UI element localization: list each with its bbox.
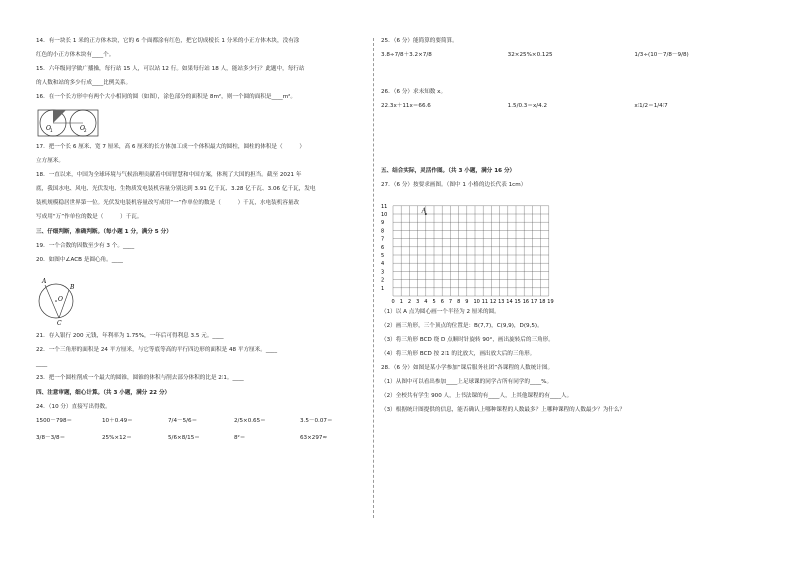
calc-item: 5/6×8/15＝ <box>168 434 200 441</box>
q27-step1: （1）以 A 点为圆心画一个半径为 2 厘米的圆。 <box>381 308 500 315</box>
y-tick-label: 8 <box>381 228 385 235</box>
q15-line1: 15．六年级同学做广播操，每行站 15 人，可以站 12 行。如果每行站 18 人，能站多少行？此题中，每行站 <box>36 65 305 72</box>
x-tick-label: 17 <box>530 298 538 305</box>
x-tick-label: 4 <box>424 298 428 305</box>
o2-label: O <box>80 124 85 132</box>
q19-text: 19．一个合数的因数至少有 3 个。____ <box>36 242 135 249</box>
q26-item: x∶1/2＝1/4∶7 <box>634 102 668 109</box>
q27-step4: （4）将三角形 BCD 按 2∶1 的比放大，画出放大后的三角形。 <box>381 350 536 357</box>
q20-text: 20．如图中∠ACB 是圆心角。____ <box>36 256 123 263</box>
coordinate-grid <box>381 196 601 306</box>
calc-item: 1500－798＝ <box>36 417 73 424</box>
calc-item: 25%×12＝ <box>102 434 132 441</box>
q24-text: 24．（10 分）直接写出得数。 <box>36 403 111 410</box>
x-tick-label: 8 <box>457 298 461 305</box>
calc-item: 10＋0.49＝ <box>102 417 133 424</box>
x-tick-label: 15 <box>514 298 521 305</box>
x-tick-label: 11 <box>481 298 489 305</box>
q25-text: 25．（6 分）能简算的要简算。 <box>381 38 458 44</box>
q28-step1: （1）从图中可以看出参加____上足球课的同学占所有同学的____%。 <box>381 378 553 385</box>
q22-line1: 22．一个三角形的面积是 24 平方厘米，与它等底等高的平行四边形的面积是 48 平方厘米。____ <box>36 346 278 353</box>
calc-row-1 <box>36 418 366 425</box>
left-column <box>36 38 366 452</box>
calc-item: 63×297≈ <box>300 434 328 441</box>
q16-text: 16．在一个长方形中有两个大小相同的圆（如图），涂色部分的面积是 8m²，则一个圆的面积是____m²。 <box>36 93 296 100</box>
q18-line2: 底，我国水电、风电、光伏发电、生物质发电装机容量分别达到 3.91 亿千瓦、3.28 亿千瓦、3.06 亿千瓦，发电 <box>36 185 316 192</box>
x-tick-label: 1 <box>399 298 403 305</box>
q18-line1: 18．一直以来，中国为全球环境与气候治理贡献着中国智慧和中国方案，体现了大国的担当。截至 2021 年 <box>36 171 302 178</box>
point-o-label: O <box>58 295 63 303</box>
q18-line4: 写成用“万”作单位的数是（ ）千瓦。 <box>36 213 143 220</box>
x-tick-label: 19 <box>547 298 554 305</box>
calc-item: 3.5－0.07＝ <box>300 417 333 424</box>
q25-items <box>381 52 761 59</box>
column-divider <box>373 38 374 518</box>
q28-step2: （2）全校共有学生 900 人，上书法课的有____人，上其他课程的有____人。 <box>381 392 573 399</box>
x-tick-label: 2 <box>407 298 412 305</box>
q26-item: 22.3x＋11x＝66.6 <box>381 102 431 109</box>
o2-sub: 2 <box>84 127 87 133</box>
x-tick-label: 14 <box>506 298 513 305</box>
x-tick-label: 0 <box>391 298 395 305</box>
calc-row-2 <box>36 435 366 442</box>
q27-text: 27．（6 分）按要求画图。（图中 1 小格的边长代表 1cm） <box>381 181 527 188</box>
calc-item: 2/5×0.65＝ <box>234 417 266 424</box>
x-tick-label: 7 <box>448 298 453 305</box>
q15-line2: 的人数和站的多少行成____比例关系。 <box>36 79 132 86</box>
q14-line1: 14．有一块长 1 米的正方体木块，它的 6 个面都涂有红色，把它切成棱长 1 分米的小正方体木块，没有涂 <box>36 38 300 44</box>
x-tick-label: 16 <box>522 298 530 305</box>
two-circles-figure <box>36 108 100 138</box>
q21-text: 21．存入银行 200 元钱，年利率为 1.75%，一年后可得利息 3.5 元。____ <box>36 332 224 339</box>
x-tick-label: 10 <box>473 298 480 305</box>
section-3-heading: 三、仔细判断，准确判断。（每小题 1 分，满分 5 分） <box>36 228 172 235</box>
q26-item: 1.5/0.3＝x/4.2 <box>507 102 548 109</box>
y-tick-label: 6 <box>381 244 385 251</box>
q23-text: 23．把一个圆柱削成一个最大的圆锥，圆锥的体积与削去部分体积的比是 2∶1。____ <box>36 374 244 381</box>
o1-label: O <box>46 124 51 132</box>
q26-text: 26．（6 分）求未知数 x。 <box>381 88 447 95</box>
x-tick-label: 13 <box>498 298 505 305</box>
q27-step2: （2）画三角形，三个顶点的位置是：B(7,7)，C(9,9)，D(9,5)。 <box>381 322 543 329</box>
x-tick-label: 6 <box>440 298 444 305</box>
q28-text: 28．（6 分）如图是某小学参加“课后服务社团”各课程的人数统计图。 <box>381 364 554 371</box>
section-5-heading: 五、结合实际，灵活作图。（共 3 小题，满分 16 分） <box>381 167 516 174</box>
section-4-heading: 四、注意审题，细心计算。（共 3 小题，满分 22 分） <box>36 389 171 396</box>
o1-sub: 1 <box>50 127 53 133</box>
q25-item: 1/3÷(10－7/8－9/8) <box>634 51 689 58</box>
y-tick-label: 11 <box>381 203 388 210</box>
y-tick-label: 5 <box>381 252 385 259</box>
y-tick-label: 4 <box>381 261 385 268</box>
x-tick-label: 9 <box>465 298 469 305</box>
q14-line2: 红色的小正方体木块有____个。 <box>36 51 115 58</box>
calc-item: 7/4－5/6＝ <box>168 417 198 424</box>
angle-circle-figure <box>36 271 76 327</box>
q25-item: 3.8÷7/8＋3.2×7/8 <box>381 51 432 58</box>
point-c-label: C <box>57 319 62 327</box>
y-tick-label: 9 <box>381 220 385 227</box>
point-b-label: B <box>70 283 75 291</box>
calc-item: 3/8－3/8＝ <box>36 434 66 441</box>
q17-line1: 17．把一个长 6 厘米、宽 7 厘米，高 6 厘米的长方体加工成一个体积最大的圆柱，圆柱的体积是（ ） <box>36 143 305 150</box>
point-a-label: A <box>421 207 427 215</box>
q22-line2: ____ <box>36 360 48 367</box>
q28-step3: （3）根据统计图提供的信息，能否确认上哪种课程的人数最多？上哪种课程的人数最少？为什么？ <box>381 406 626 413</box>
y-tick-label: 10 <box>381 211 388 218</box>
q26-items <box>381 103 761 110</box>
x-tick-label: 18 <box>539 298 546 305</box>
q18-line3: 装机规模稳居世界第一位。光伏发电装机容量改写成用“一”作单位的数是（ ）千瓦，水电装机容量改 <box>36 199 300 206</box>
calc-item: 8²＝ <box>234 434 246 441</box>
x-tick-label: 12 <box>489 298 497 305</box>
y-tick-label: 1 <box>381 285 385 292</box>
right-column <box>381 38 761 421</box>
point-a-label: A <box>42 277 47 285</box>
y-tick-label: 2 <box>381 277 385 284</box>
q27-step3: （3）将三角形 BCD 绕 D 点顺时针旋转 90°，画出旋转后的三角形。 <box>381 336 554 343</box>
x-tick-label: 5 <box>432 298 436 305</box>
y-tick-label: 7 <box>381 236 385 243</box>
x-tick-label: 3 <box>416 298 420 305</box>
q25-item: 32×25%×0.125 <box>507 51 553 58</box>
y-tick-label: 3 <box>381 269 385 276</box>
q17-line2: 立方厘米。 <box>36 157 64 164</box>
